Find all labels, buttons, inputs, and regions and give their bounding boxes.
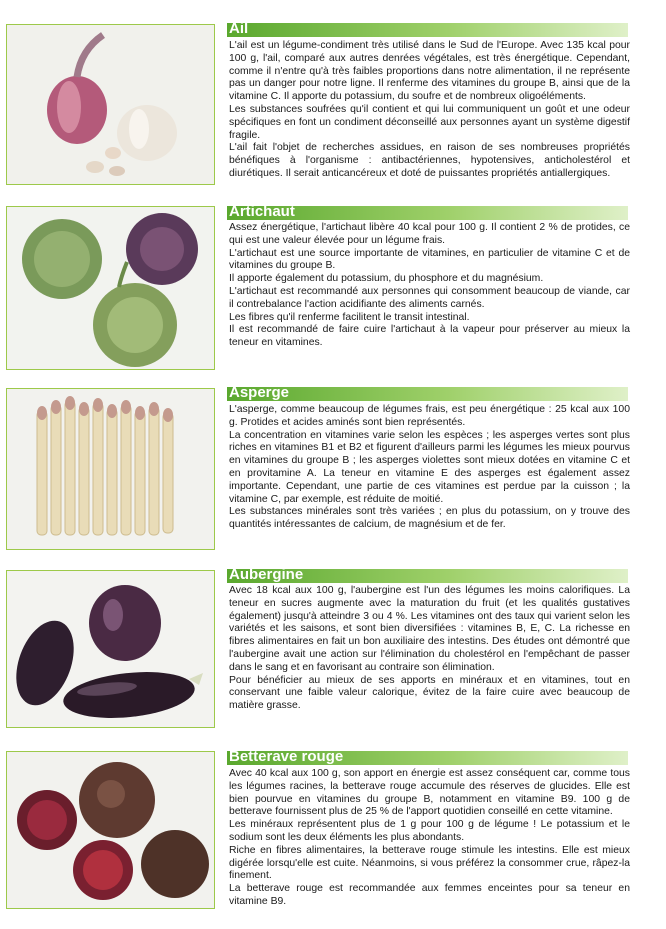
section-title: Artichaut [229, 203, 295, 220]
section-body [229, 40, 630, 181]
paragraph: Assez énergétique, l'artichaut libère 40 kcal pour 100 g. Il contient 2 % de protides, ce qui est une valeur élevée pour un légume frais. [229, 222, 630, 246]
section-body [229, 768, 630, 909]
title-bar [227, 23, 628, 37]
paragraph: Les minéraux représentent plus de 1 g pour 100 g de légume ! Le potassium et le sodium sont les deux éléments les plus abondants. [229, 819, 630, 843]
artichoke-photo [6, 206, 215, 370]
section-body [229, 222, 630, 350]
section-title: Asperge [229, 384, 290, 401]
paragraph: Riche en fibres alimentaires, la betterave rouge stimule les intestins. Elle est mieux digérée lorsqu'elle est cuite. Néanmoins, si vous préférez la consommer crue, râpez-la finement. [229, 844, 630, 882]
garlic-photo [6, 24, 215, 185]
paragraph: La concentration en vitamines varie selon les espèces ; les asperges vertes sont plus riches en vitamines B1 et B2 et figurent d'ailleurs parmi les légumes les mieux pourvus en vitamines du groupe B ; les asperges violettes sont mieux dotées en vitamine C et en provitamine A. La teneur en vitamine E des asperges est également assez importante. Cependant, une partie de ces vitamines est perdue par la cuisson ; la vitamine C, par exemple, est réduite de moitié. [229, 429, 630, 505]
section-title: Aubergine [229, 566, 304, 583]
asparagus-photo [6, 388, 215, 550]
paragraph: Avec 18 kcal aux 100 g, l'aubergine est l'un des légumes les moins calorifiques. La teneur en sucres augmente avec la maturation du fruit (et les qualités gustatives également) jusqu'à atteindre 3 ou 4 %. Les vitamines ont des taux qui varient selon les variétés et les saisons, et sont bien diversifiées : vitamines B, E, C. La richesse en fibres alimentaires en fait un bon auxiliaire des intestins. Des études ont démontré que l'aubergine avait une action sur l'élimination du cholestérol en l'empêchant de passer dans le sang et en favorisant au contraire son élimination. [229, 585, 630, 673]
paragraph: Il est recommandé de faire cuire l'artichaut à la vapeur pour préserver au mieux la teneur en vitamines. [229, 324, 630, 349]
paragraph: Les substances minérales sont très variées ; en plus du potassium, on y trouve des quantités intéressantes de calcium, de magnésium et de fer. [229, 506, 630, 531]
paragraph: L'ail fait l'objet de recherches assidues, en raison de ses nombreuses propriétés bénéfiques à l'organisme : antibactériennes, hypotensives, anticholestérol et diurétiques. Il serait anticancéreux et doté de puissantes propriétés antiallergiques. [229, 142, 630, 179]
section-body [229, 404, 630, 532]
beetroot-photo [6, 751, 215, 909]
paragraph: Les fibres qu'il renferme facilitent le transit intestinal. [229, 311, 470, 323]
paragraph: L'ail est un légume-condiment très utilisé dans le Sud de l'Europe. Avec 135 kcal pour 100 g, l'ail, comparé aux autres denrées végétales, est très énergétique. Cependant, comme il n'entre qu'à très faibles proportions dans notre alimentation, il ne représente pas un danger pour notre ligne. Il renferme des vitamines du groupe B, ainsi que de la vitamine C. Il apporte du potassium, du soufre et de nombreux oligoéléments. [229, 40, 630, 103]
paragraph: L'artichaut est une source importante de vitamines, en particulier de vitamine C et de vitamines du groupe B. [229, 247, 630, 272]
paragraph: Il apporte également du potassium, du phosphore et du magnésium. [229, 273, 544, 285]
paragraph: Les substances soufrées qu'il contient et qui lui communiquent un goût et une odeur spécifiques en font un condiment déconseillé aux personnes ayant un système digestif fragile. [229, 103, 630, 141]
aubergine-photo [6, 570, 215, 728]
section-body [229, 585, 630, 713]
paragraph: Avec 40 kcal aux 100 g, son apport en énergie est assez conséquent car, comme tous les légumes racines, la betterave rouge accumule des réserves de glucides. Elle est bien pourvue en vitamines du groupe B, notamment en vitamine B9. 100 g de betterave fournissent plus de 25 % de l'apport quotidien conseillé en cette vitamine. [229, 768, 630, 818]
section-title: Betterave rouge [229, 748, 344, 765]
section-title: Ail [229, 20, 249, 37]
paragraph: L'asperge, comme beaucoup de légumes frais, est peu énergétique : 25 kcal aux 100 g. Protides et acides aminés sont bien représentés. [229, 404, 630, 428]
paragraph: L'artichaut est recommandé aux personnes qui consomment beaucoup de viande, car il contrebalance l'action acidifiante des aliments carnés. [229, 285, 630, 310]
paragraph: Pour bénéficier au mieux de ses apports en minéraux et en vitamines, tout en conservant une faible valeur calorique, évitez de la faire cuire avec beaucoup de matière grasse. [229, 674, 630, 712]
paragraph: La betterave rouge est recommandée aux femmes enceintes pour sa teneur en vitamine B9. [229, 883, 630, 907]
